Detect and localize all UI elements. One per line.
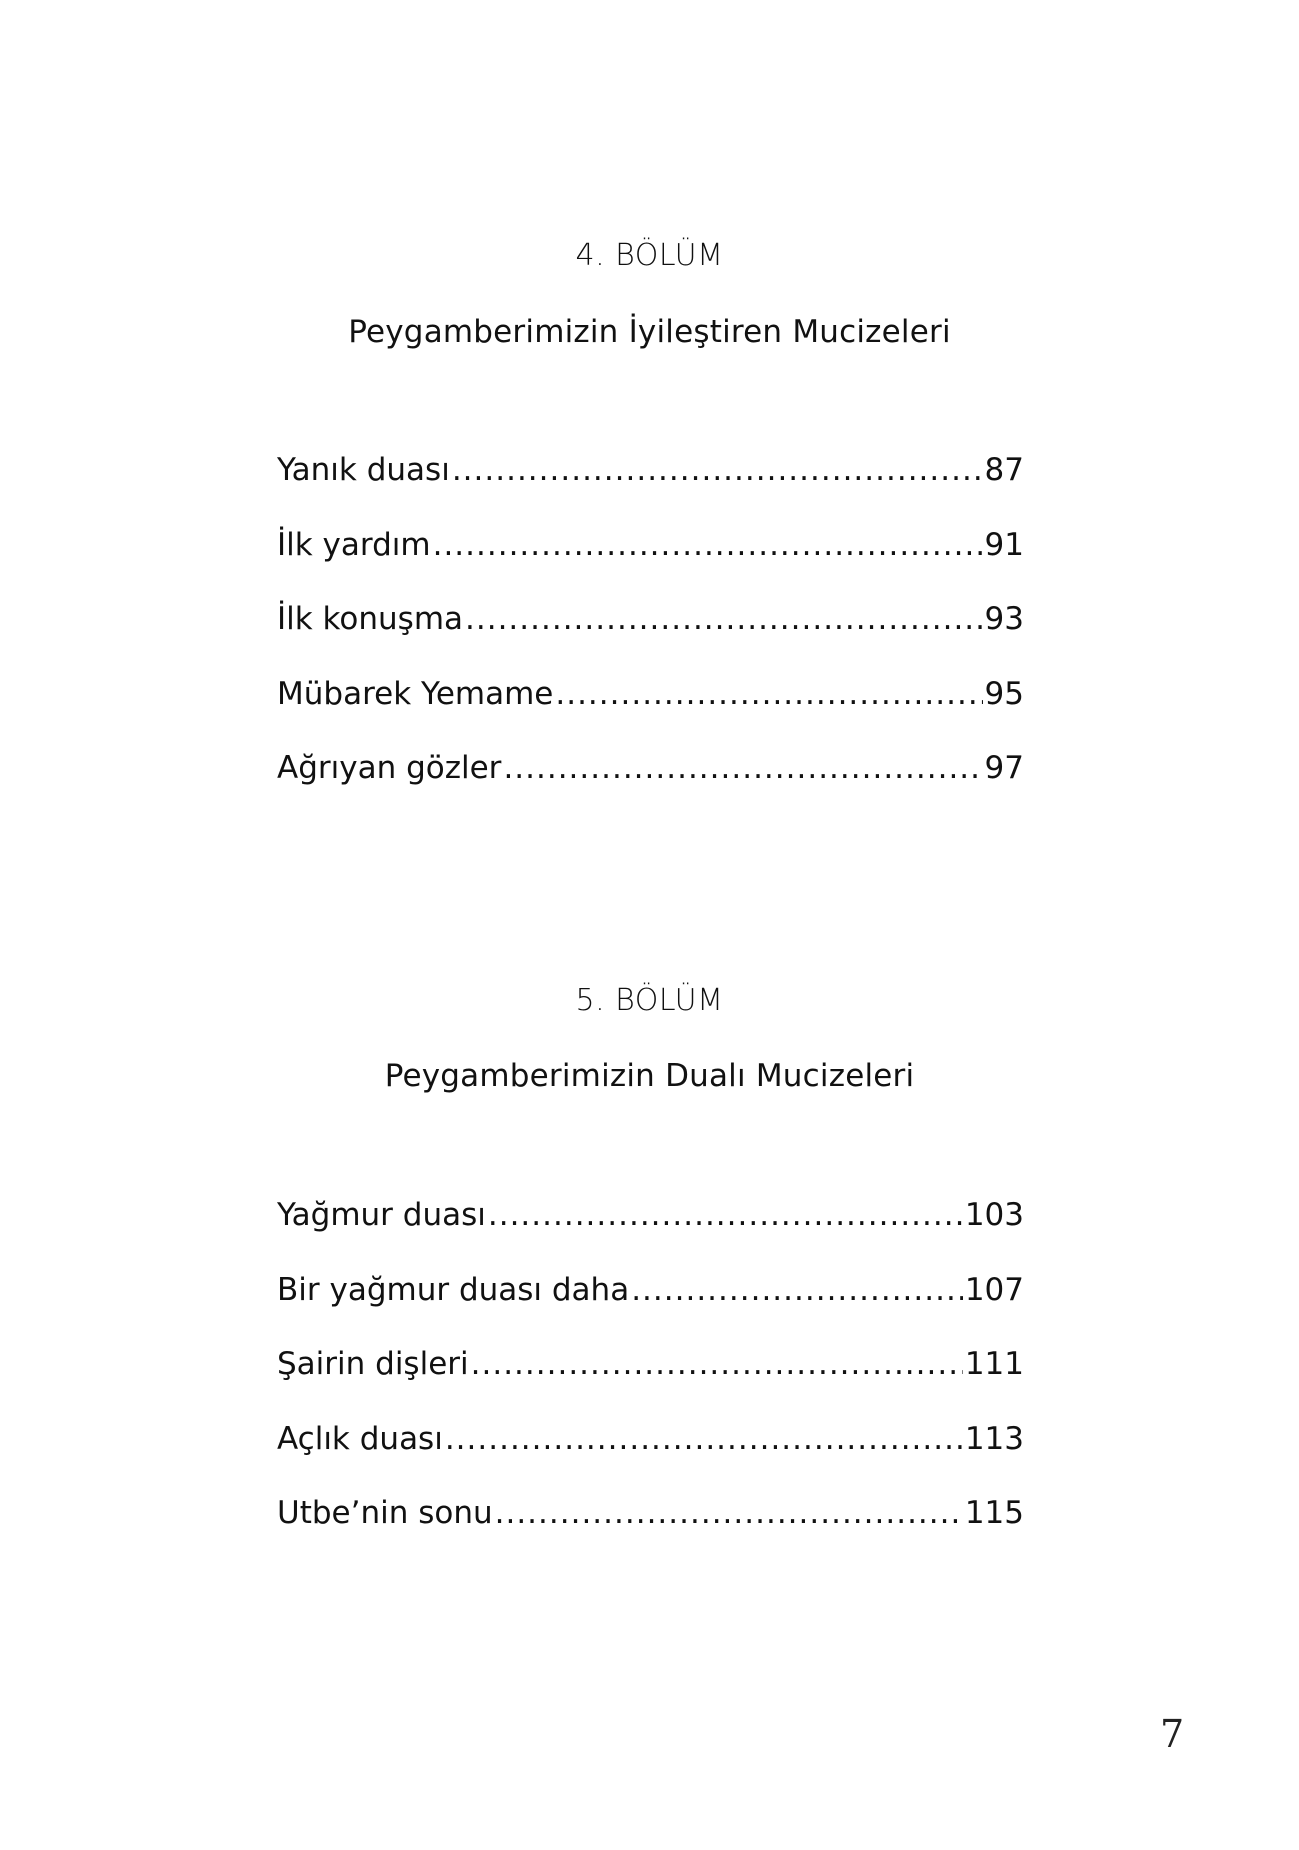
toc-entry-title: Bir yağmur duası daha xyxy=(277,1271,630,1308)
chapter-4-label: 4. BÖLÜM xyxy=(575,238,724,273)
toc-entry-page: 87 xyxy=(984,452,1024,488)
toc-entry xyxy=(277,601,1024,679)
toc-entry-title: Yanık duası xyxy=(277,452,450,488)
toc-entry-page: 93 xyxy=(984,601,1024,637)
toc-entry xyxy=(277,1271,1024,1350)
toc-entry-title: Şairin dişleri xyxy=(277,1346,469,1382)
toc-entry-title: Açlık duası xyxy=(277,1420,443,1457)
toc-entry-page: 111 xyxy=(964,1346,1024,1382)
toc-leader-dots xyxy=(495,1498,963,1529)
toc-leader-dots xyxy=(471,1349,963,1380)
toc-entry-page: 103 xyxy=(964,1197,1024,1233)
toc-leader-dots xyxy=(631,1275,963,1306)
chapter-5-title: Peygamberimizin Dualı Mucizeleri xyxy=(384,1058,915,1094)
page-number: 7 xyxy=(1160,1712,1185,1756)
toc-leader-dots xyxy=(445,1424,963,1455)
toc-entry xyxy=(277,675,1024,754)
toc-entry-title: Mübarek Yemame xyxy=(277,675,554,712)
toc-leader-dots xyxy=(488,1200,963,1231)
chapter-4-toc xyxy=(277,452,1024,828)
toc-entry-page: 95 xyxy=(984,675,1024,712)
toc-entry xyxy=(277,1197,1024,1275)
toc-entry-page: 97 xyxy=(984,750,1024,786)
toc-entry xyxy=(277,750,1024,828)
toc-entry-page: 113 xyxy=(964,1420,1024,1457)
toc-entry xyxy=(277,1495,1024,1573)
toc-entry-title: İlk yardım xyxy=(277,526,431,563)
toc-entry-page: 91 xyxy=(984,526,1024,563)
toc-entry-title: İlk konuşma xyxy=(277,601,464,637)
toc-entry xyxy=(277,1420,1024,1499)
toc-entry-title: Ağrıyan gözler xyxy=(277,750,502,786)
toc-entry xyxy=(277,526,1024,605)
chapter-5-label: 5. BÖLÜM xyxy=(575,983,724,1018)
chapter-4-title: Peygamberimizin İyileştiren Mucizeleri xyxy=(348,314,951,350)
toc-entry-page: 115 xyxy=(964,1495,1024,1531)
toc-leader-dots xyxy=(503,753,982,784)
toc-entry xyxy=(277,452,1024,530)
toc-leader-dots xyxy=(555,679,982,710)
toc-leader-dots xyxy=(452,455,983,486)
toc-entry xyxy=(277,1346,1024,1424)
toc-leader-dots xyxy=(433,530,983,561)
chapter-5-toc xyxy=(277,1197,1024,1573)
toc-entry-title: Yağmur duası xyxy=(277,1197,486,1233)
toc-leader-dots xyxy=(465,604,983,635)
toc-entry-page: 107 xyxy=(964,1271,1024,1308)
toc-entry-title: Utbe’nin sonu xyxy=(277,1495,493,1531)
